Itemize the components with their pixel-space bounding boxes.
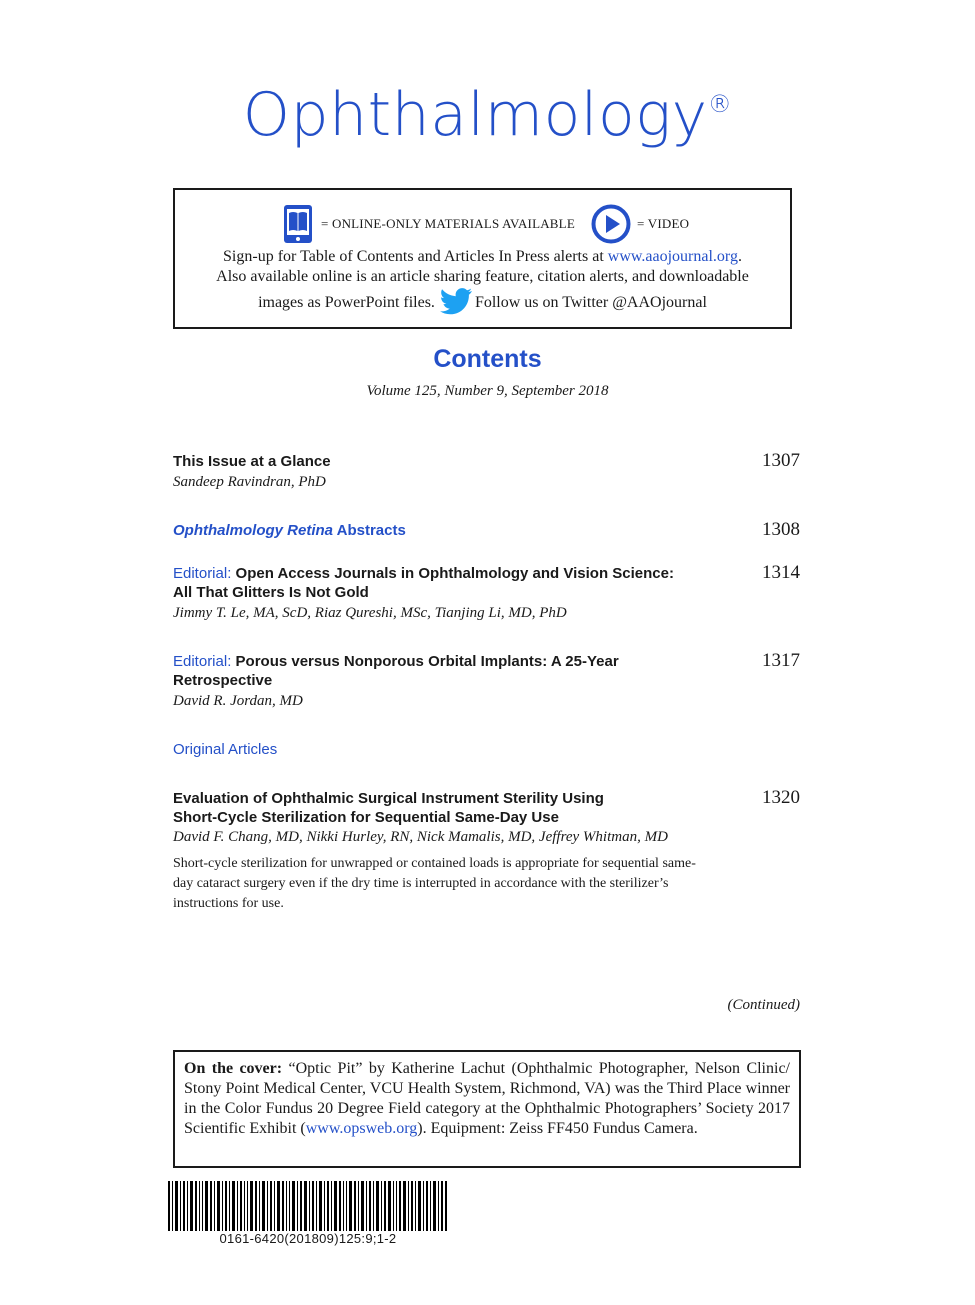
journal-title: Ophthalmology	[242, 80, 708, 150]
play-circle-icon	[591, 204, 631, 244]
entry-title-line-1[interactable]: Evaluation of Ophthalmic Surgical Instrument Sterility Using	[173, 790, 604, 807]
toc-entry[interactable]	[173, 789, 753, 914]
info-line-3-text: images as PowerPoint files.	[258, 294, 435, 311]
tablet-book-icon	[283, 204, 313, 244]
page-number: 1320	[762, 787, 800, 808]
entry-title[interactable]: This Issue at a Glance	[173, 453, 331, 470]
info-line-1-text: Sign-up for Table of Contents and Articles In Press alerts at	[223, 248, 604, 265]
issue-info: Volume 125, Number 9, September 2018	[366, 383, 609, 399]
entry-authors: Sandeep Ravindran, PhD	[173, 474, 326, 490]
page-number: 1314	[762, 562, 800, 583]
legend-row	[175, 202, 790, 246]
cover-text-end: ). Equipment: Zeiss FF450 Fundus Camera.	[417, 1120, 698, 1137]
summary-line: instructions for use.	[173, 896, 284, 911]
entry-summary	[173, 854, 753, 914]
online-legend: = ONLINE-ONLY MATERIALS AVAILABLE	[321, 216, 575, 231]
page-number: 1317	[762, 650, 800, 671]
info-line-1	[175, 247, 790, 267]
online-info-box	[173, 188, 792, 329]
cover-label: On the cover:	[184, 1060, 283, 1077]
info-text	[175, 247, 790, 315]
twitter-follow-text: Follow us on Twitter @AAOjournal	[474, 294, 707, 311]
entry-title-italic: Ophthalmology Retina	[173, 522, 334, 539]
summary-line: Short-cycle sterilization for unwrapped or contained loads is appropriate for sequential same-	[173, 856, 696, 871]
entry-title-line-1: Open Access Journals in Ophthalmology and Vision Science:	[235, 565, 674, 582]
twitter-bird-icon[interactable]	[439, 287, 473, 315]
entry-authors: Jimmy T. Le, MA, ScD, Riaz Qureshi, MSc, Tianjing Li, MD, PhD	[173, 605, 567, 621]
toc-entry[interactable]	[173, 564, 753, 623]
entry-title[interactable]	[173, 521, 733, 540]
video-legend: = VIDEO	[637, 216, 690, 231]
page-number: 1308	[762, 519, 800, 540]
cover-text: “Optic Pit” by Katherine Lachut (Ophthalmic Photographer, Nelson Clinic/ Stony Point Medical Center, VCU Health System, Richmond, VA) was the Third Place winner in the Color Fundus 20 Degree Field category at the Ophthalmic Photographers’ Society 2017 Scientific Exhibit (	[184, 1060, 790, 1137]
registered-mark: ®	[707, 90, 733, 118]
entry-title-line-2: Retrospective	[173, 672, 273, 689]
cover-description-box	[173, 1050, 801, 1168]
contents-title: Contents	[433, 345, 542, 373]
barcode-number: 0161-6420(201809)125:9;1-2	[219, 1231, 397, 1246]
entry-title-line-2: All That Glitters Is Not Gold	[173, 584, 369, 601]
entry-title[interactable]	[173, 564, 753, 583]
entry-title-line-1: Porous versus Nonporous Orbital Implants: A 25-Year	[235, 653, 619, 670]
info-line-1-suffix: .	[737, 248, 742, 265]
editorial-label: Editorial:	[173, 653, 232, 670]
toc-entry[interactable]	[173, 652, 733, 711]
info-line-3	[175, 287, 790, 315]
opsweb-link[interactable]: www.opsweb.org	[305, 1120, 418, 1137]
toc-entry[interactable]	[173, 521, 733, 540]
entry-authors: David R. Jordan, MD	[173, 693, 303, 709]
journal-masthead	[0, 80, 975, 150]
aaojournal-link[interactable]: www.aaojournal.org	[607, 248, 738, 265]
entry-authors: David F. Chang, MD, Nikki Hurley, RN, Nick Mamalis, MD, Jeffrey Whitman, MD	[173, 829, 668, 845]
entry-title-rest: Abstracts	[333, 522, 406, 539]
toc-entry[interactable]	[173, 452, 733, 492]
info-line-2: Also available online is an article sharing feature, citation alerts, and downloadable	[216, 268, 749, 285]
page-number: 1307	[762, 450, 800, 471]
barcode	[168, 1181, 448, 1231]
entry-title-line-2[interactable]: Short-Cycle Sterilization for Sequential Same-Day Use	[173, 809, 559, 826]
continued-note: (Continued)	[727, 997, 800, 1013]
summary-line: day cataract surgery even if the dry time is interrupted in accordance with the sterilizer’s	[173, 876, 669, 891]
section-heading-original-articles[interactable]: Original Articles	[173, 741, 278, 758]
editorial-label: Editorial:	[173, 565, 232, 582]
entry-title[interactable]	[173, 652, 733, 671]
